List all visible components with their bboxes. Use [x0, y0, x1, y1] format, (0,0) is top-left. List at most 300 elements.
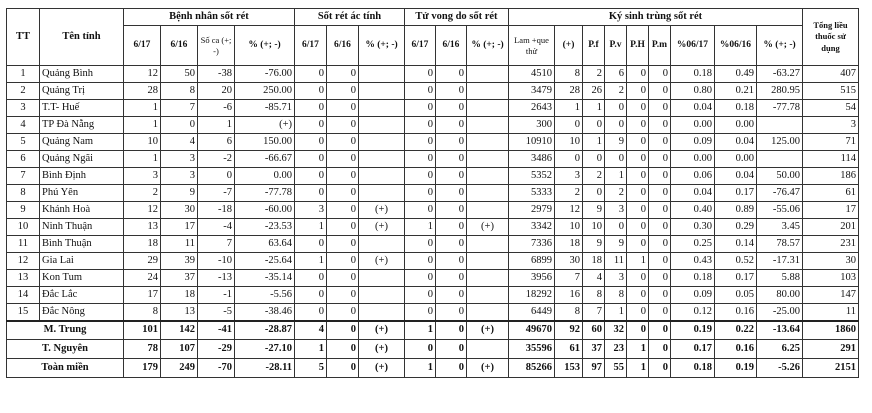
- cell-pf: 9: [583, 236, 605, 253]
- header-group-deaths: Tử vong do sốt rét: [405, 9, 509, 26]
- cell-pf: 8: [583, 287, 605, 304]
- cell-pv: 8: [605, 287, 627, 304]
- cell-lam: 6899: [509, 253, 555, 270]
- cell-tvpct: [467, 270, 509, 287]
- cell-pos: 8: [555, 66, 583, 83]
- cell-bn617: 12: [124, 202, 161, 219]
- cell-name: T.T- Huế: [40, 100, 124, 117]
- cell-pm: 0: [649, 100, 671, 117]
- cell-pm: 0: [649, 202, 671, 219]
- cell-bn616: 17: [161, 219, 198, 236]
- cell-p17: 0.00: [671, 117, 715, 134]
- cell-acpct: [359, 151, 405, 168]
- header-tv-pct: % (+; -): [467, 26, 509, 66]
- table-row: [7, 236, 859, 253]
- cell-bn616: 39: [161, 253, 198, 270]
- cell-p17: 0.19: [671, 321, 715, 340]
- cell-ac616: 0: [327, 83, 359, 100]
- cell-pos: 8: [555, 304, 583, 321]
- cell-tt: 1: [7, 66, 40, 83]
- cell-kpct: 78.57: [757, 236, 803, 253]
- cell-bn617: 13: [124, 219, 161, 236]
- cell-tv616: 0: [436, 340, 467, 359]
- cell-bn616: 142: [161, 321, 198, 340]
- cell-lam: 7336: [509, 236, 555, 253]
- cell-p16: 0.05: [715, 287, 757, 304]
- cell-bn617: 78: [124, 340, 161, 359]
- cell-name: Đắc Lắc: [40, 287, 124, 304]
- cell-bnca: -1: [198, 287, 235, 304]
- cell-tv617: 0: [405, 270, 436, 287]
- cell-p17: 0.12: [671, 304, 715, 321]
- cell-bnpct: -66.67: [235, 151, 295, 168]
- cell-p16: 0.16: [715, 340, 757, 359]
- cell-drug: 11: [803, 304, 859, 321]
- header-bn-616: 6/16: [161, 26, 198, 66]
- cell-tt: 10: [7, 219, 40, 236]
- cell-ph: 0: [627, 202, 649, 219]
- cell-pos: 18: [555, 236, 583, 253]
- summary-row: [7, 340, 859, 359]
- cell-pv: 1: [605, 168, 627, 185]
- cell-p17: 0.09: [671, 134, 715, 151]
- cell-tv617: 0: [405, 66, 436, 83]
- cell-drug: 515: [803, 83, 859, 100]
- cell-bnca: -2: [198, 151, 235, 168]
- cell-pos: 28: [555, 83, 583, 100]
- cell-tv617: 0: [405, 202, 436, 219]
- cell-bn616: 9: [161, 185, 198, 202]
- cell-lam: 300: [509, 117, 555, 134]
- cell-bn616: 0: [161, 117, 198, 134]
- cell-pm: 0: [649, 304, 671, 321]
- cell-bn616: 11: [161, 236, 198, 253]
- header-pf: P.f: [583, 26, 605, 66]
- cell-tt: 12: [7, 253, 40, 270]
- cell-tt: 2: [7, 83, 40, 100]
- cell-p16: 0.19: [715, 359, 757, 378]
- cell-bn616: 8: [161, 83, 198, 100]
- cell-ph: 0: [627, 151, 649, 168]
- cell-tvpct: [467, 168, 509, 185]
- cell-bnca: -5: [198, 304, 235, 321]
- cell-pf: 26: [583, 83, 605, 100]
- cell-drug: 54: [803, 100, 859, 117]
- cell-p17: 0.18: [671, 66, 715, 83]
- table-row: [7, 100, 859, 117]
- cell-ac616: 0: [327, 185, 359, 202]
- table-row: [7, 83, 859, 100]
- cell-tv616: 0: [436, 287, 467, 304]
- cell-lam: 3486: [509, 151, 555, 168]
- cell-tvpct: (+): [467, 219, 509, 236]
- cell-p16: 0.29: [715, 219, 757, 236]
- cell-acpct: (+): [359, 340, 405, 359]
- cell-acpct: (+): [359, 359, 405, 378]
- cell-pf: 2: [583, 168, 605, 185]
- cell-kpct: -77.78: [757, 100, 803, 117]
- cell-pos: 0: [555, 151, 583, 168]
- cell-ac617: 0: [295, 287, 327, 304]
- cell-bnpct: -38.46: [235, 304, 295, 321]
- cell-tt: 14: [7, 287, 40, 304]
- cell-pv: 6: [605, 66, 627, 83]
- table-row: [7, 117, 859, 134]
- cell-tt: 9: [7, 202, 40, 219]
- cell-bnca: -6: [198, 100, 235, 117]
- cell-ac616: 0: [327, 100, 359, 117]
- cell-tvpct: [467, 253, 509, 270]
- cell-bnca: -29: [198, 340, 235, 359]
- cell-bnca: -7: [198, 185, 235, 202]
- cell-ac616: 0: [327, 253, 359, 270]
- cell-pos: 10: [555, 134, 583, 151]
- table-row: [7, 219, 859, 236]
- header-lam: Lam +que thử: [509, 26, 555, 66]
- header-group-patients: Bệnh nhân sốt rét: [124, 9, 295, 26]
- cell-bn617: 28: [124, 83, 161, 100]
- cell-p17: 0.04: [671, 185, 715, 202]
- cell-pf: 0: [583, 117, 605, 134]
- cell-bnca: -13: [198, 270, 235, 287]
- cell-kpct: [757, 151, 803, 168]
- cell-bnca: -41: [198, 321, 235, 340]
- cell-name: Quảng Ngãi: [40, 151, 124, 168]
- cell-drug: 30: [803, 253, 859, 270]
- cell-bnpct: -25.64: [235, 253, 295, 270]
- cell-ph: 1: [627, 340, 649, 359]
- cell-lam: 49670: [509, 321, 555, 340]
- cell-kpct: -55.06: [757, 202, 803, 219]
- cell-pf: 37: [583, 340, 605, 359]
- cell-acpct: [359, 270, 405, 287]
- cell-acpct: [359, 100, 405, 117]
- cell-bnpct: -27.10: [235, 340, 295, 359]
- cell-bn617: 8: [124, 304, 161, 321]
- cell-pos: 61: [555, 340, 583, 359]
- cell-ac616: 0: [327, 168, 359, 185]
- cell-tv616: 0: [436, 151, 467, 168]
- cell-bn617: 12: [124, 66, 161, 83]
- cell-bn616: 37: [161, 270, 198, 287]
- cell-pv: 9: [605, 134, 627, 151]
- cell-bnpct: 63.64: [235, 236, 295, 253]
- cell-acpct: [359, 236, 405, 253]
- cell-drug: 114: [803, 151, 859, 168]
- cell-drug: 186: [803, 168, 859, 185]
- cell-ph: 0: [627, 287, 649, 304]
- cell-lam: 2979: [509, 202, 555, 219]
- cell-pm: 0: [649, 287, 671, 304]
- cell-pm: 0: [649, 359, 671, 378]
- header-tv-616: 6/16: [436, 26, 467, 66]
- cell-ac617: 0: [295, 236, 327, 253]
- cell-acpct: [359, 66, 405, 83]
- cell-tv616: 0: [436, 321, 467, 340]
- cell-ac617: 0: [295, 100, 327, 117]
- cell-drug: 201: [803, 219, 859, 236]
- cell-p17: 0.18: [671, 359, 715, 378]
- cell-p16: 0.49: [715, 66, 757, 83]
- cell-tv616: 0: [436, 66, 467, 83]
- cell-name: Gia Lai: [40, 253, 124, 270]
- cell-kpct: -63.27: [757, 66, 803, 83]
- cell-p16: 0.17: [715, 185, 757, 202]
- cell-lam: 2643: [509, 100, 555, 117]
- cell-tv617: 0: [405, 340, 436, 359]
- cell-bnca: 6: [198, 134, 235, 151]
- cell-tv617: 0: [405, 287, 436, 304]
- cell-bnpct: -23.53: [235, 219, 295, 236]
- cell-pf: 9: [583, 202, 605, 219]
- cell-p16: 0.17: [715, 270, 757, 287]
- cell-bnpct: 250.00: [235, 83, 295, 100]
- cell-tv616: 0: [436, 270, 467, 287]
- cell-kpct: -25.00: [757, 304, 803, 321]
- cell-acpct: [359, 134, 405, 151]
- header-group-parasites: Ký sinh trùng sốt rét: [509, 9, 803, 26]
- cell-tv617: 0: [405, 168, 436, 185]
- cell-ph: 0: [627, 185, 649, 202]
- cell-p16: 0.16: [715, 304, 757, 321]
- cell-tvpct: [467, 340, 509, 359]
- cell-tv617: 0: [405, 151, 436, 168]
- cell-bnca: -18: [198, 202, 235, 219]
- header-ac-616: 6/16: [327, 26, 359, 66]
- cell-tv616: 0: [436, 168, 467, 185]
- cell-bn617: 1: [124, 151, 161, 168]
- cell-drug: 17: [803, 202, 859, 219]
- cell-pm: 0: [649, 340, 671, 359]
- cell-lam: 18292: [509, 287, 555, 304]
- cell-pv: 0: [605, 117, 627, 134]
- cell-p17: 0.43: [671, 253, 715, 270]
- cell-tv617: 1: [405, 219, 436, 236]
- cell-name: Bình Thuận: [40, 236, 124, 253]
- cell-p17: 0.80: [671, 83, 715, 100]
- cell-drug: 71: [803, 134, 859, 151]
- cell-pos: 7: [555, 270, 583, 287]
- cell-ac617: 0: [295, 66, 327, 83]
- cell-ac617: 0: [295, 270, 327, 287]
- cell-acpct: [359, 83, 405, 100]
- cell-pf: 60: [583, 321, 605, 340]
- cell-bn617: 1: [124, 117, 161, 134]
- cell-pm: 0: [649, 219, 671, 236]
- cell-bnpct: 0.00: [235, 168, 295, 185]
- cell-tvpct: [467, 202, 509, 219]
- cell-pf: 1: [583, 134, 605, 151]
- cell-pos: 10: [555, 219, 583, 236]
- cell-bn616: 13: [161, 304, 198, 321]
- cell-p17: 0.25: [671, 236, 715, 253]
- cell-tv617: 1: [405, 321, 436, 340]
- table-row: [7, 253, 859, 270]
- cell-bn617: 3: [124, 168, 161, 185]
- cell-bn616: 107: [161, 340, 198, 359]
- cell-ph: 0: [627, 66, 649, 83]
- cell-drug: 3: [803, 117, 859, 134]
- cell-pm: 0: [649, 134, 671, 151]
- cell-ac617: 1: [295, 253, 327, 270]
- cell-pos: 153: [555, 359, 583, 378]
- cell-kpct: 6.25: [757, 340, 803, 359]
- cell-p16: 0.22: [715, 321, 757, 340]
- cell-bn617: 1: [124, 100, 161, 117]
- cell-pf: 10: [583, 219, 605, 236]
- cell-name: Quảng Nam: [40, 134, 124, 151]
- cell-p16: 0.00: [715, 117, 757, 134]
- cell-ac617: 0: [295, 168, 327, 185]
- cell-tvpct: [467, 134, 509, 151]
- cell-pv: 1: [605, 304, 627, 321]
- cell-bnpct: -28.87: [235, 321, 295, 340]
- header-pm: P.m: [649, 26, 671, 66]
- cell-ph: 0: [627, 117, 649, 134]
- cell-ac617: 5: [295, 359, 327, 378]
- cell-tv616: 0: [436, 236, 467, 253]
- cell-pos: 3: [555, 168, 583, 185]
- cell-bn617: 17: [124, 287, 161, 304]
- header-tv-617: 6/17: [405, 26, 436, 66]
- table-row: [7, 287, 859, 304]
- cell-pv: 3: [605, 202, 627, 219]
- cell-ph: 0: [627, 134, 649, 151]
- cell-bnpct: -76.00: [235, 66, 295, 83]
- cell-bn617: 179: [124, 359, 161, 378]
- table-row: [7, 134, 859, 151]
- cell-lam: 3342: [509, 219, 555, 236]
- header-ac-pct: % (+; -): [359, 26, 405, 66]
- cell-ac616: 0: [327, 151, 359, 168]
- header-group-severe: Sốt rét ác tính: [295, 9, 405, 26]
- summary-row: [7, 359, 859, 378]
- header-ac-617: 6/17: [295, 26, 327, 66]
- cell-ac616: 0: [327, 117, 359, 134]
- cell-bnpct: -60.00: [235, 202, 295, 219]
- cell-lam: 5333: [509, 185, 555, 202]
- cell-p16: 0.52: [715, 253, 757, 270]
- cell-kpct: 280.95: [757, 83, 803, 100]
- cell-bnca: 0: [198, 168, 235, 185]
- cell-tv617: 1: [405, 359, 436, 378]
- cell-tvpct: [467, 185, 509, 202]
- cell-acpct: [359, 117, 405, 134]
- cell-p16: 0.21: [715, 83, 757, 100]
- cell-tv617: 0: [405, 134, 436, 151]
- cell-bn616: 30: [161, 202, 198, 219]
- cell-pv: 0: [605, 100, 627, 117]
- cell-bnca: -4: [198, 219, 235, 236]
- cell-tv616: 0: [436, 83, 467, 100]
- cell-name: Bình Định: [40, 168, 124, 185]
- cell-kpct: [757, 117, 803, 134]
- cell-ac617: 4: [295, 321, 327, 340]
- cell-drug: 103: [803, 270, 859, 287]
- cell-pv: 2: [605, 185, 627, 202]
- cell-tv617: 0: [405, 185, 436, 202]
- cell-lam: 10910: [509, 134, 555, 151]
- header-bn-socase: Số ca (+; -): [198, 26, 235, 66]
- cell-pm: 0: [649, 151, 671, 168]
- cell-pv: 2: [605, 83, 627, 100]
- cell-ph: 1: [627, 359, 649, 378]
- cell-tvpct: (+): [467, 321, 509, 340]
- cell-pv: 55: [605, 359, 627, 378]
- cell-tvpct: [467, 100, 509, 117]
- cell-tt: 4: [7, 117, 40, 134]
- cell-kpct: 125.00: [757, 134, 803, 151]
- cell-ph: 0: [627, 168, 649, 185]
- cell-bnpct: (+): [235, 117, 295, 134]
- cell-tvpct: [467, 287, 509, 304]
- cell-ac617: 0: [295, 185, 327, 202]
- cell-pos: 16: [555, 287, 583, 304]
- cell-tv616: 0: [436, 202, 467, 219]
- table-row: [7, 270, 859, 287]
- cell-tvpct: [467, 151, 509, 168]
- header-positive: (+): [555, 26, 583, 66]
- cell-drug: 1860: [803, 321, 859, 340]
- header-pv: P.v: [605, 26, 627, 66]
- cell-name: M. Trung: [7, 321, 124, 340]
- cell-ac617: 1: [295, 219, 327, 236]
- cell-kpct: 50.00: [757, 168, 803, 185]
- cell-ac617: 1: [295, 340, 327, 359]
- cell-pf: 0: [583, 151, 605, 168]
- cell-p17: 0.18: [671, 270, 715, 287]
- cell-tvpct: (+): [467, 359, 509, 378]
- cell-bnpct: -77.78: [235, 185, 295, 202]
- cell-pv: 23: [605, 340, 627, 359]
- cell-drug: 2151: [803, 359, 859, 378]
- cell-p16: 0.14: [715, 236, 757, 253]
- cell-ac617: 3: [295, 202, 327, 219]
- cell-acpct: (+): [359, 202, 405, 219]
- cell-ac616: 0: [327, 202, 359, 219]
- cell-ac617: 0: [295, 83, 327, 100]
- cell-tt: 11: [7, 236, 40, 253]
- cell-p17: 0.17: [671, 340, 715, 359]
- cell-tv616: 0: [436, 304, 467, 321]
- cell-p17: 0.06: [671, 168, 715, 185]
- cell-drug: 231: [803, 236, 859, 253]
- cell-ac616: 0: [327, 66, 359, 83]
- cell-bnpct: 150.00: [235, 134, 295, 151]
- cell-tt: 7: [7, 168, 40, 185]
- table-row: [7, 202, 859, 219]
- cell-pm: 0: [649, 253, 671, 270]
- cell-tvpct: [467, 117, 509, 134]
- cell-tv617: 0: [405, 83, 436, 100]
- cell-drug: 147: [803, 287, 859, 304]
- cell-tv617: 0: [405, 236, 436, 253]
- cell-tvpct: [467, 66, 509, 83]
- header-pct0617: %06/17: [671, 26, 715, 66]
- cell-drug: 291: [803, 340, 859, 359]
- cell-pf: 7: [583, 304, 605, 321]
- malaria-report-table: [6, 8, 859, 378]
- cell-pf: 2: [583, 66, 605, 83]
- cell-ac616: 0: [327, 340, 359, 359]
- cell-ac617: 0: [295, 151, 327, 168]
- cell-tv616: 0: [436, 253, 467, 270]
- cell-acpct: [359, 304, 405, 321]
- cell-ph: 0: [627, 321, 649, 340]
- header-pct0616: %06/16: [715, 26, 757, 66]
- cell-pos: 92: [555, 321, 583, 340]
- cell-name: TP Đà Nẵng: [40, 117, 124, 134]
